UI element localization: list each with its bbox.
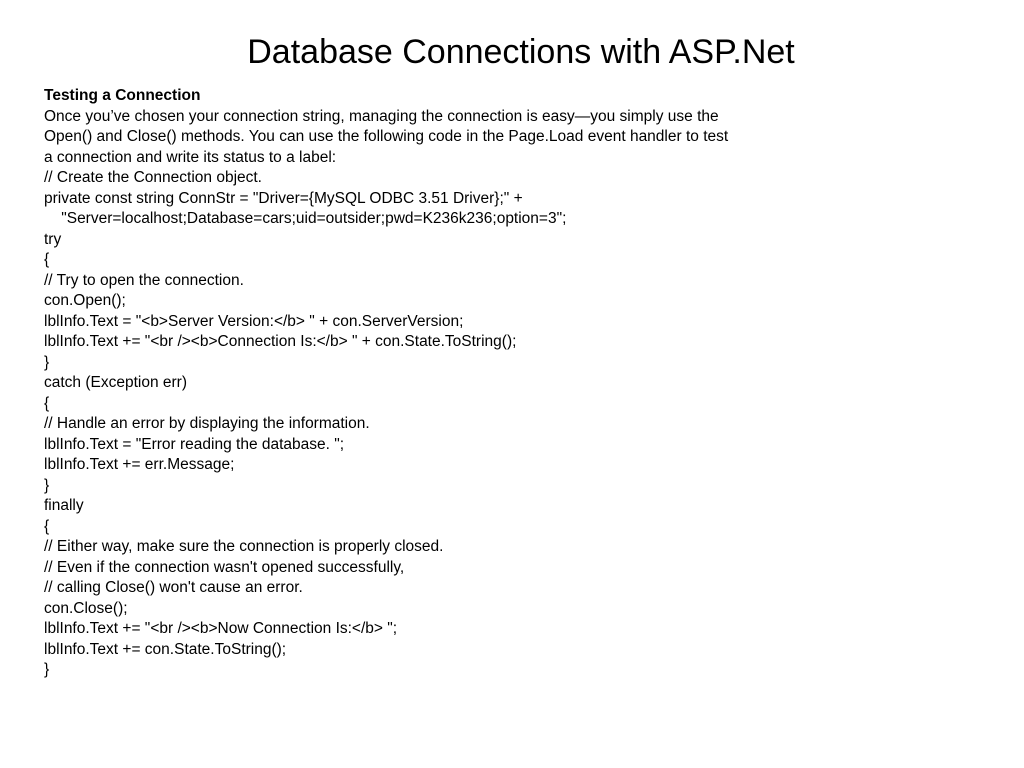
code-line: // calling Close() won't cause an error. <box>44 579 303 596</box>
slide-body <box>44 86 944 681</box>
code-line: // Create the Connection object. <box>44 169 262 186</box>
code-line: { <box>44 517 50 535</box>
code-line: con.Open(); <box>44 292 126 309</box>
code-line: "Server=localhost;Database=cars;uid=outsider;pwd=K236k236;option=3"; <box>44 210 567 227</box>
code-line: catch (Exception err) <box>44 374 187 391</box>
body-line: a connection and write its status to a label: <box>44 148 337 166</box>
code-line: finally <box>44 497 84 514</box>
code-line: } <box>44 353 50 371</box>
slide-title: Database Connections with ASP.Net <box>247 33 795 71</box>
code-line: lblInfo.Text = "<b>Server Version:</b> " + con.ServerVersion; <box>44 312 464 330</box>
code-line: try <box>44 230 62 248</box>
code-line: } <box>44 476 50 494</box>
body-line: Open() and Close() methods. You can use the following code in the Page.Load event handler to test <box>44 128 729 145</box>
code-line: private const string ConnStr = "Driver={MySQL ODBC 3.51 Driver};" + <box>44 189 523 207</box>
code-line: // Handle an error by displaying the information. <box>44 415 370 432</box>
code-line: { <box>44 394 50 412</box>
code-line: { <box>44 251 50 268</box>
section-heading: Testing a Connection <box>44 87 201 104</box>
code-line: lblInfo.Text += "<br /><b>Connection Is:</b> " + con.State.ToString(); <box>44 333 517 350</box>
code-line: con.Close(); <box>44 599 128 617</box>
code-line: lblInfo.Text += con.State.ToString(); <box>44 640 287 658</box>
code-line: lblInfo.Text = "Error reading the database. "; <box>44 435 345 453</box>
code-line: } <box>44 661 50 678</box>
code-line: lblInfo.Text += err.Message; <box>44 456 235 473</box>
body-line: Once you’ve chosen your connection string, managing the connection is easy—you simply use the <box>44 107 719 125</box>
code-line: // Either way, make sure the connection is properly closed. <box>44 538 444 555</box>
code-line: // Try to open the connection. <box>44 271 244 289</box>
code-line: // Even if the connection wasn't opened successfully, <box>44 558 405 576</box>
code-line: lblInfo.Text += "<br /><b>Now Connection Is:</b> "; <box>44 620 398 637</box>
